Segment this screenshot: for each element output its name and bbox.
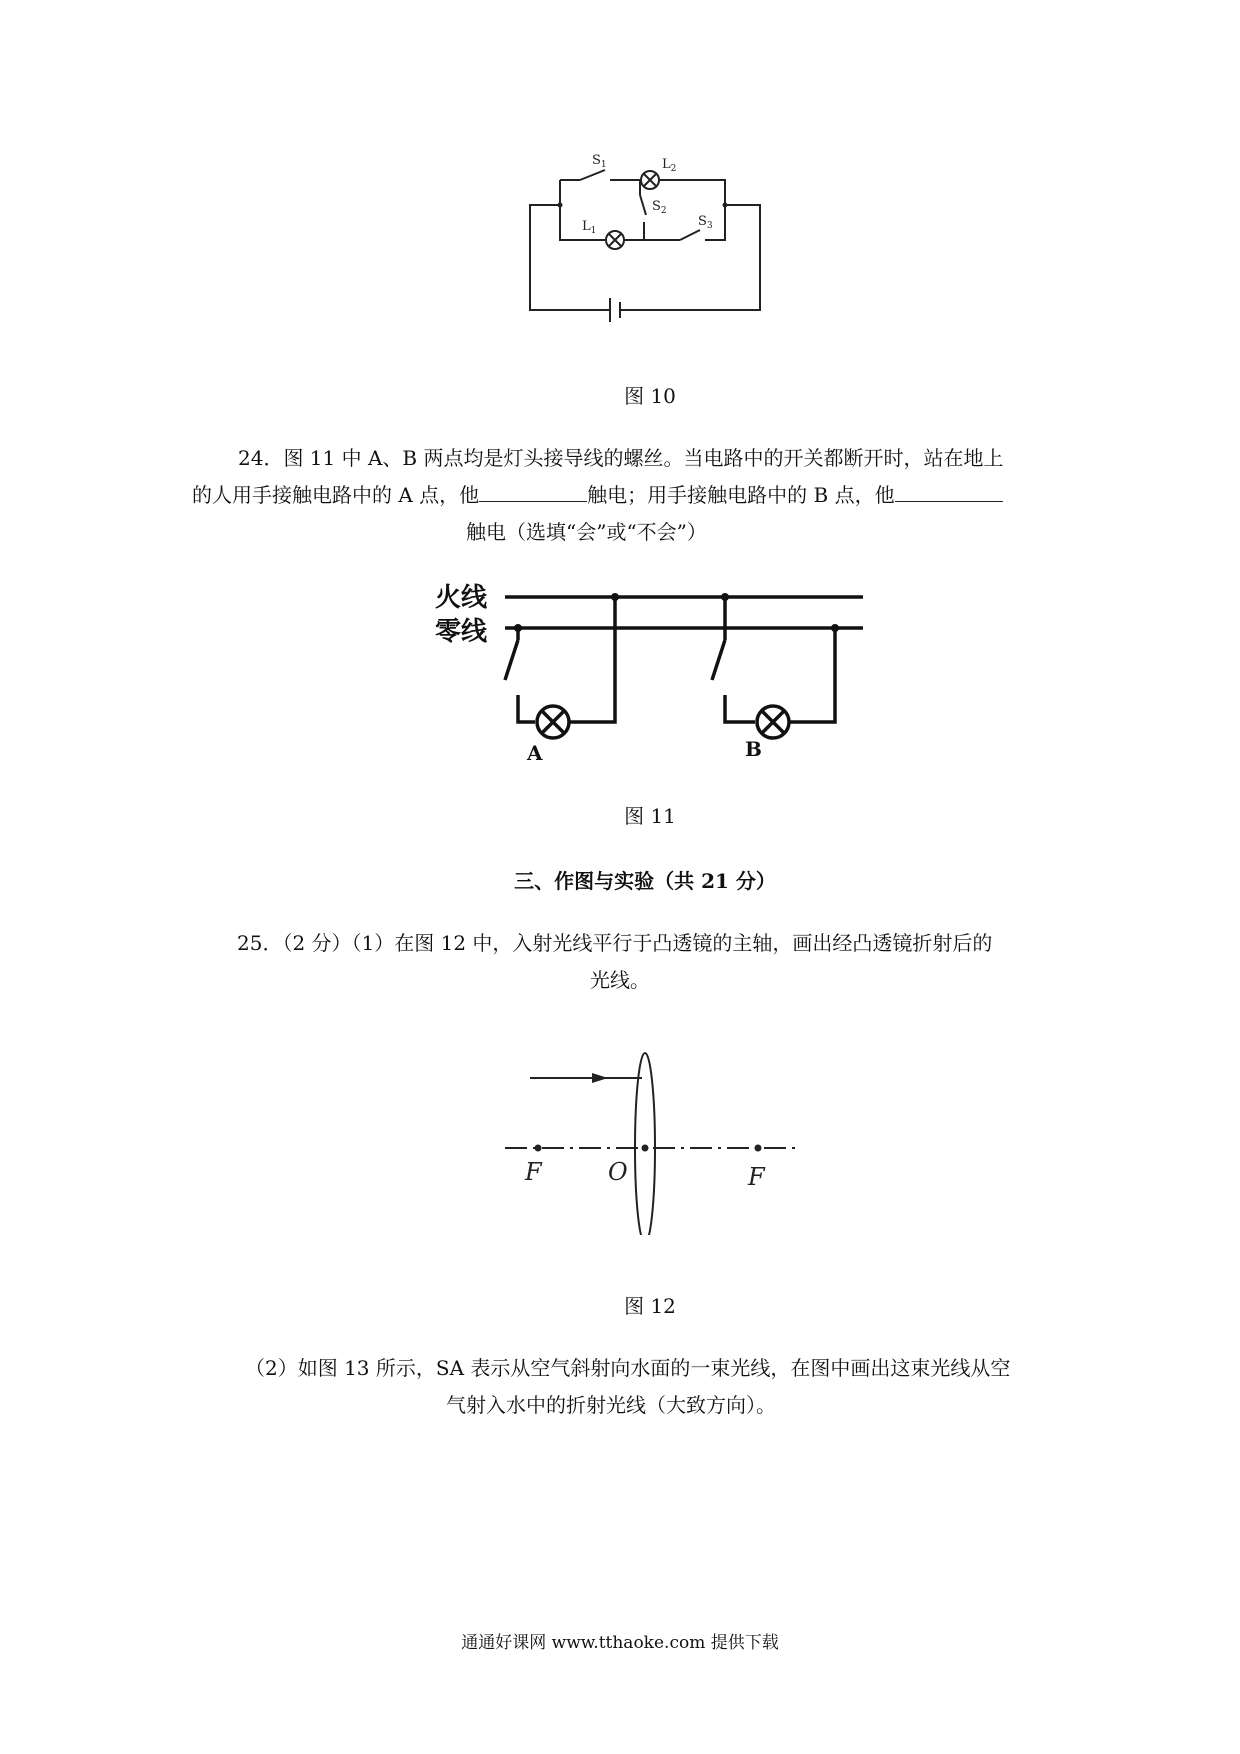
answer-blank-b[interactable] xyxy=(895,481,1003,502)
label-neutral-wire: 零线 xyxy=(435,617,488,647)
section-3-heading: 三、作图与实验（共 21 分） xyxy=(514,869,776,893)
question-24-line-3: 触电（选填“会”或“不会”） xyxy=(466,520,707,544)
label-live-wire: 火线 xyxy=(435,583,488,613)
figure-10-circuit xyxy=(520,150,770,330)
label-l1: $L_1$ xyxy=(582,219,597,236)
figure-11-wiring xyxy=(435,570,865,770)
figure-12-lens xyxy=(500,1035,810,1235)
question-25-line-1: 25．（2 分）（1）在图 12 中，入射光线平行于凸透镜的主轴，画出经凸透镜折射后的 xyxy=(237,931,993,955)
question-25-line-2: 光线。 xyxy=(590,968,650,992)
figure-10-caption: 图 10 xyxy=(624,384,676,408)
question-25-2-line-2: 气射入水中的折射光线（大致方向）。 xyxy=(446,1393,776,1417)
label-focus-right: F xyxy=(748,1163,765,1191)
question-24-line-2a: 的人用手接触电路中的 A 点，他 xyxy=(192,483,480,507)
label-point-b: B xyxy=(745,737,762,761)
question-24-line-1: 24．图 11 中 A、B 两点均是灯头接导线的螺丝。当电路中的开关都断开时，站在地上 xyxy=(238,446,1004,470)
question-24-line-2b: 触电；用手接触电路中的 B 点，他 xyxy=(587,483,895,507)
question-25-2-line-1: （2）如图 13 所示，SA 表示从空气斜射向水面的一束光线，在图中画出这束光线从空 xyxy=(245,1356,1011,1380)
label-s2: $S_2$ xyxy=(652,199,667,216)
page-footer: 通通好课网 www.tthaoke.com 提供下载 xyxy=(461,1633,779,1653)
label-focus-left: F xyxy=(525,1158,542,1186)
answer-blank-a[interactable] xyxy=(479,481,587,502)
label-point-a: A xyxy=(527,741,543,765)
label-s3: $S_3$ xyxy=(698,214,713,231)
figure-11-caption: 图 11 xyxy=(624,804,676,828)
figure-12-caption: 图 12 xyxy=(624,1294,676,1318)
label-s1: $S_1$ xyxy=(592,153,607,170)
label-optical-center: O xyxy=(608,1158,628,1186)
label-l2: $L_2$ xyxy=(662,157,677,174)
question-24-line-2 xyxy=(192,477,1003,513)
